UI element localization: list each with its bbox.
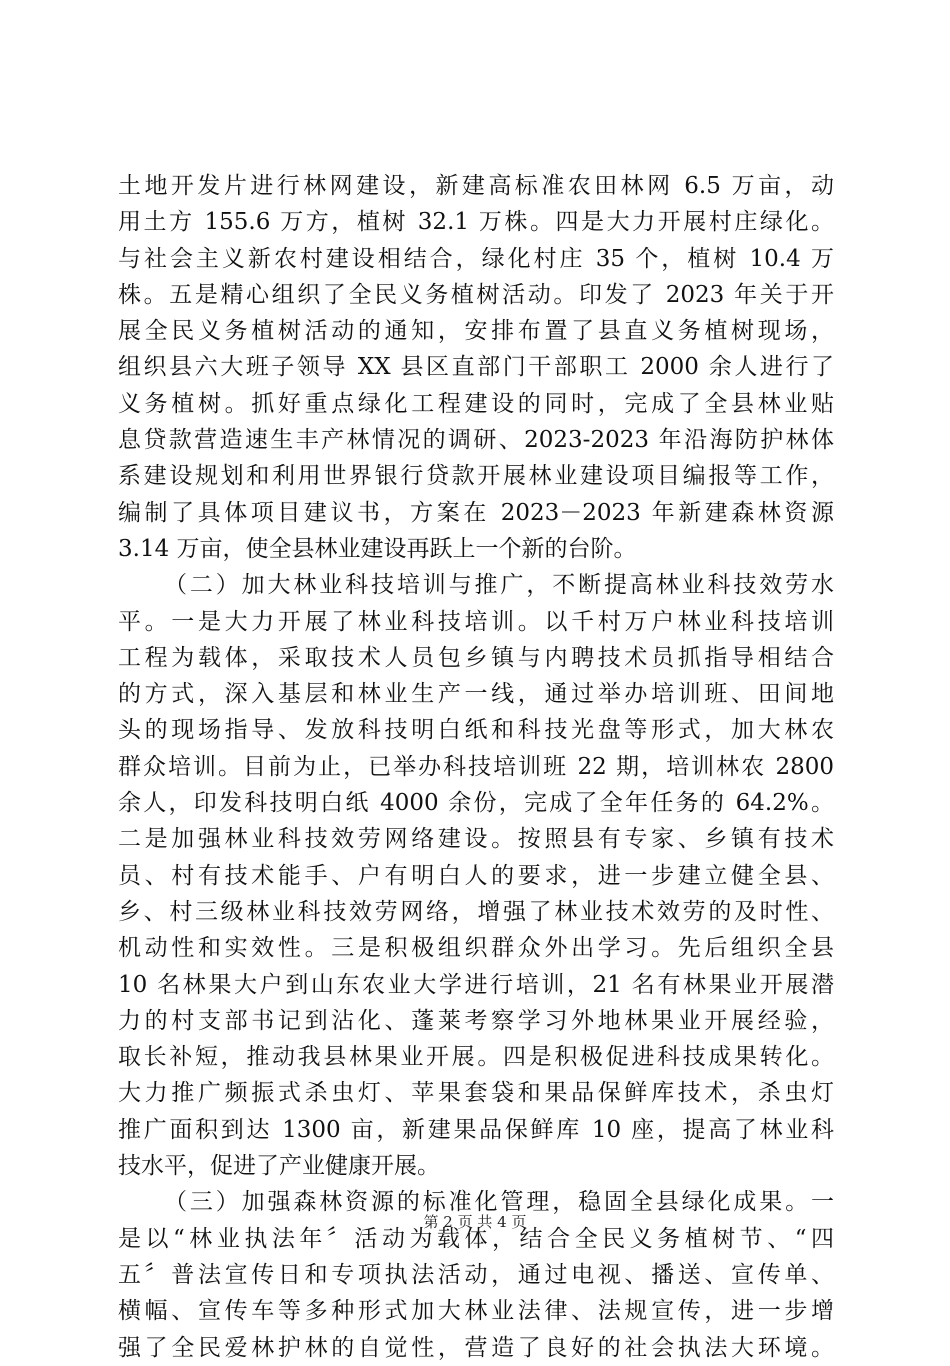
text-line: 五〞普法宣传日和专项执法活动，通过电视、播送、宣传单、 [118,1261,834,1288]
text-line: 力的村支部书记到沾化、蓬莱考察学习外地林果业开展经验， [118,1007,834,1034]
page-number-footer: 第 2 页 共 4 页 [423,1213,527,1231]
text-line: 系建设规划和利用世界银行贷款开展林业建设项目编报等工作， [118,463,834,490]
paragraph-start-line: （二）加大林业科技培训与推广，不断提高林业科技效劳水 [164,572,834,599]
text-line: 推广面积到达 1300 亩，新建果品保鲜库 10 座，提高了林业科 [118,1116,834,1143]
text-line: 余人，印发科技明白纸 4000 余份，完成了全年任务的 64.2%。 [118,790,834,817]
text-line: 横幅、宣传车等多种形式加大林业法律、法规宣传，进一步增 [118,1298,834,1325]
paragraph-start-line: （三）加强森林资源的标准化管理，稳固全县绿化成果。一 [164,1189,834,1216]
text-line: 的方式，深入基层和林业生产一线，通过举办培训班、田间地 [118,681,834,708]
text-line: 头的现场指导、发放科技明白纸和科技光盘等形式，加大林农 [118,717,834,744]
text-line: 土地开发片进行林网建设，新建高标准农田林网 6.5 万亩，动 [118,173,834,199]
text-line: 编制了具体项目建议书，方案在 2023－2023 年新建森林资源 [118,499,834,526]
text-line: 与社会主义新农村建设相结合，绿化村庄 35 个，植树 10.4 万 [118,245,834,272]
text-line: 机动性和实效性。三是积极组织群众外出学习。先后组织全县 [118,935,834,962]
text-line: 员、村有技术能手、户有明白人的要求，进一步建立健全县、 [118,862,834,889]
text-line: 群众培训。目前为止，已举办科技培训班 22 期，培训林农 2800 [118,753,834,780]
text-line: 是以“林业执法年〞活动为载体，结合全民义务植树节、“四 [118,1225,834,1252]
text-line: 3.14 万亩，使全县林业建设再跃上一个新的台阶。 [118,535,637,562]
text-line: 组织县六大班子领导 XX 县区直部门干部职工 2000 余人进行了 [118,354,834,381]
text-line: 义务植树。抓好重点绿化工程建设的同时，完成了全县林业贴 [118,390,834,417]
text-line: 乡、村三级林业科技效劳网络，增强了林业技术效劳的及时性、 [118,898,834,925]
text-line: 二是加强林业科技效劳网络建设。按照县有专家、乡镇有技术 [118,826,834,853]
text-line: 展全民义务植树活动的通知，安排布置了县直义务植树现场， [118,318,834,345]
text-line: 息贷款营造速生丰产林情况的调研、2023-2023 年沿海防护林体 [118,427,834,454]
body-text [118,168,834,1366]
text-line: 株。五是精心组织了全民义务植树活动。印发了 2023 年关于开 [118,281,834,308]
text-line: 工程为载体，采取技术人员包乡镇与内聘技术员抓指导相结合 [118,644,834,671]
text-line: 大力推广频振式杀虫灯、苹果套袋和果品保鲜库技术，杀虫灯 [118,1080,834,1107]
text-line: 10 名林果大户到山东农业大学进行培训，21 名有林果业开展潜 [118,971,834,998]
text-line: 用土方 155.6 万方，植树 32.1 万株。四是大力开展村庄绿化。 [118,209,834,236]
text-line: 平。一是大力开展了林业科技培训。以千村万户林业科技培训 [118,608,834,635]
text-line: 强了全民爱林护林的自觉性，营造了良好的社会执法大环境。 [118,1334,834,1361]
text-line: 取长补短，推动我县林果业开展。四是积极促进科技成果转化。 [118,1044,834,1071]
text-line: 技水平，促进了产业健康开展。 [118,1153,440,1180]
